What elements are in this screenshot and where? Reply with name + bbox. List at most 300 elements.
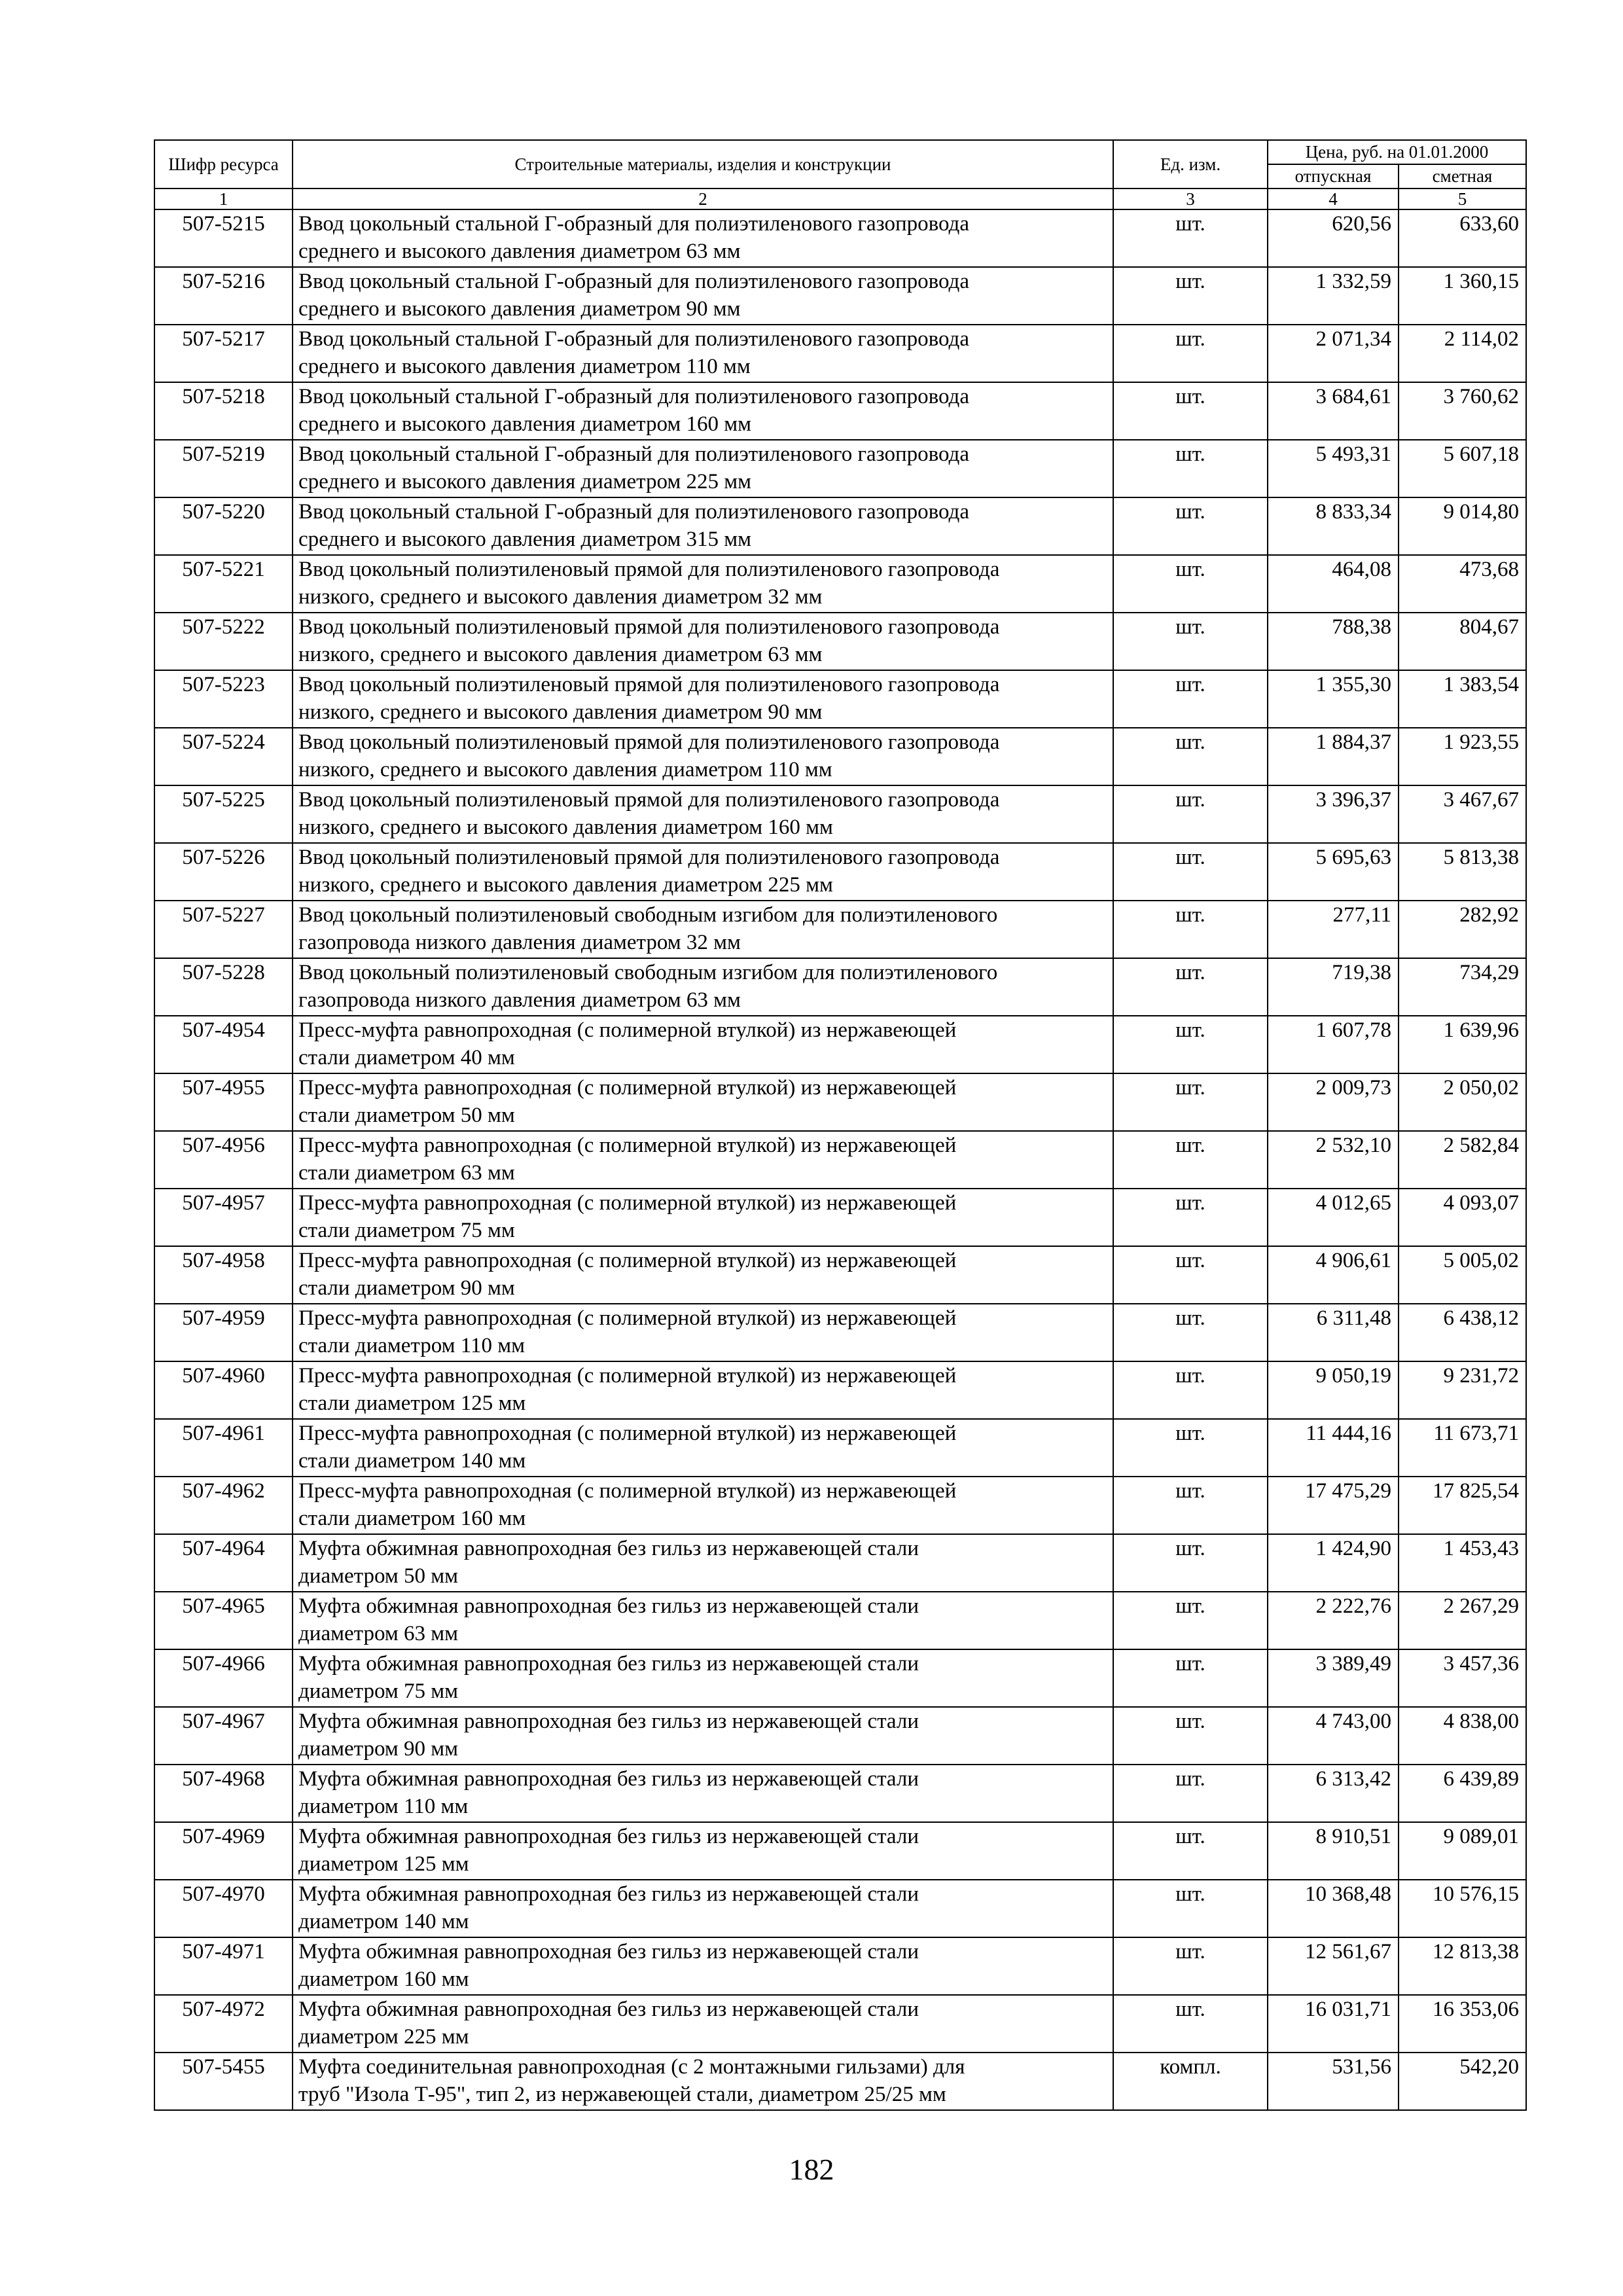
material-name-line: среднего и высокого давления диаметром 160 мм xyxy=(298,412,751,436)
material-name-line: Муфта обжимная равнопроходная без гильз из нержавеющей стали xyxy=(298,1767,919,1791)
estimate-price: 2 582,84 xyxy=(1443,1134,1519,1157)
resource-code-cell xyxy=(154,1649,293,1707)
material-name-line: стали диаметром 90 мм xyxy=(298,1276,515,1300)
unit-value: шт. xyxy=(1175,961,1205,984)
estimate-price-cell xyxy=(1399,209,1526,267)
material-name-cell xyxy=(293,1880,1113,1937)
material-name-line: низкого, среднего и высокого давления диаметром 32 мм xyxy=(298,585,823,609)
material-name-line: Ввод цокольный полиэтиленовый прямой для полиэтиленового газопровода xyxy=(298,673,1000,696)
resource-code: 507-4970 xyxy=(182,1882,265,1906)
material-name-cell xyxy=(293,613,1113,670)
resource-code: 507-4966 xyxy=(182,1652,265,1676)
table-row xyxy=(154,1995,1526,2053)
estimate-price-cell xyxy=(1399,1189,1526,1246)
estimate-price: 2 114,02 xyxy=(1444,327,1519,351)
estimate-price: 473,68 xyxy=(1459,558,1519,581)
material-name-line: диаметром 63 мм xyxy=(298,1622,458,1645)
release-price: 2 009,73 xyxy=(1315,1076,1391,1100)
resource-code-cell xyxy=(154,1592,293,1649)
release-price-cell xyxy=(1268,382,1399,440)
material-name-cell xyxy=(293,901,1113,958)
unit-cell xyxy=(1113,958,1268,1016)
table-row xyxy=(154,1592,1526,1649)
material-name-line: Муфта обжимная равнопроходная без гильз из нержавеющей стали xyxy=(298,1940,919,1964)
table-row xyxy=(154,1361,1526,1419)
release-price-cell xyxy=(1268,901,1399,958)
unit-cell xyxy=(1113,382,1268,440)
resource-code-cell xyxy=(154,1304,293,1361)
unit-value: шт. xyxy=(1175,1249,1205,1272)
resource-code-cell xyxy=(154,1995,293,2053)
material-name-line: Муфта обжимная равнопроходная без гильз из нержавеющей стали xyxy=(298,1594,919,1618)
material-name-line: Пресс-муфта равнопроходная (с полимерной втулкой) из нержавеющей xyxy=(298,1076,957,1100)
resource-code: 507-5216 xyxy=(182,270,265,293)
resource-code-cell xyxy=(154,670,293,728)
material-name-line: низкого, среднего и высокого давления диаметром 225 мм xyxy=(298,873,833,897)
estimate-price-cell xyxy=(1399,325,1526,382)
estimate-price-cell xyxy=(1399,440,1526,497)
unit-cell xyxy=(1113,843,1268,901)
unit-cell xyxy=(1113,1304,1268,1361)
table-row xyxy=(154,1131,1526,1189)
unit-cell xyxy=(1113,1822,1268,1880)
resource-code-cell xyxy=(154,1246,293,1304)
table-row xyxy=(154,209,1526,267)
release-price-cell xyxy=(1268,1995,1399,2053)
material-name-cell xyxy=(293,1649,1113,1707)
unit-value: шт. xyxy=(1175,270,1205,293)
material-name-line: Пресс-муфта равнопроходная (с полимерной втулкой) из нержавеющей xyxy=(298,1364,957,1388)
release-price-cell xyxy=(1268,1304,1399,1361)
material-name-line: Ввод цокольный стальной Г-образный для полиэтиленового газопровода xyxy=(298,442,969,466)
unit-value: шт. xyxy=(1175,1825,1205,1848)
table-row xyxy=(154,613,1526,670)
unit-value: шт. xyxy=(1175,1422,1205,1445)
table-row xyxy=(154,1937,1526,1995)
column-number-row xyxy=(154,188,1526,209)
resource-code-cell xyxy=(154,325,293,382)
unit-value: шт. xyxy=(1175,615,1205,639)
resource-code: 507-5225 xyxy=(182,788,265,812)
unit-cell xyxy=(1113,785,1268,843)
release-price-cell xyxy=(1268,1937,1399,1995)
estimate-price-cell xyxy=(1399,1592,1526,1649)
material-name-line: Пресс-муфта равнопроходная (с полимерной втулкой) из нержавеющей xyxy=(298,1422,957,1445)
estimate-price: 16 353,06 xyxy=(1433,1998,1519,2021)
resource-code: 507-5228 xyxy=(182,961,265,984)
unit-cell xyxy=(1113,267,1268,325)
release-price-cell xyxy=(1268,1765,1399,1822)
resource-code-cell xyxy=(154,613,293,670)
table-row xyxy=(154,1649,1526,1707)
unit-value: шт. xyxy=(1175,1594,1205,1618)
unit-cell xyxy=(1113,497,1268,555)
material-name-line: стали диаметром 40 мм xyxy=(298,1046,515,1069)
table-row xyxy=(154,901,1526,958)
material-name-line: низкого, среднего и высокого давления диаметром 90 мм xyxy=(298,700,823,724)
material-name-cell xyxy=(293,1937,1113,1995)
unit-cell xyxy=(1113,1419,1268,1477)
estimate-price-cell xyxy=(1399,901,1526,958)
release-price-cell xyxy=(1268,497,1399,555)
resource-code-cell xyxy=(154,1880,293,1937)
material-name-line: Пресс-муфта равнопроходная (с полимерной втулкой) из нержавеющей xyxy=(298,1191,957,1215)
release-price: 3 396,37 xyxy=(1315,788,1391,812)
estimate-price-cell xyxy=(1399,1073,1526,1131)
resource-code-cell xyxy=(154,555,293,613)
unit-value: шт. xyxy=(1175,500,1205,524)
material-name-line: Муфта обжимная равнопроходная без гильз из нержавеющей стали xyxy=(298,1882,919,1906)
material-name-cell xyxy=(293,267,1113,325)
material-name-cell xyxy=(293,958,1113,1016)
release-price-cell xyxy=(1268,1534,1399,1592)
material-name-cell xyxy=(293,1592,1113,1649)
estimate-price-cell xyxy=(1399,267,1526,325)
release-price: 6 311,48 xyxy=(1316,1306,1391,1330)
release-price-cell xyxy=(1268,1880,1399,1937)
unit-cell xyxy=(1113,1131,1268,1189)
material-name-line: диаметром 50 мм xyxy=(298,1564,458,1588)
material-name-line: Муфта обжимная равнопроходная без гильз из нержавеющей стали xyxy=(298,1537,919,1560)
material-name-cell xyxy=(293,1707,1113,1765)
estimate-price: 3 467,67 xyxy=(1443,788,1519,812)
resource-code: 507-4969 xyxy=(182,1825,265,1848)
estimate-price-cell xyxy=(1399,1534,1526,1592)
resource-code: 507-4959 xyxy=(182,1306,265,1330)
release-price-cell xyxy=(1268,843,1399,901)
unit-cell xyxy=(1113,1361,1268,1419)
unit-cell xyxy=(1113,1937,1268,1995)
table-row xyxy=(154,267,1526,325)
release-price: 4 906,61 xyxy=(1315,1249,1391,1272)
resource-code-cell xyxy=(154,1016,293,1073)
estimate-price-cell xyxy=(1399,728,1526,785)
resource-code-cell xyxy=(154,843,293,901)
release-price-cell xyxy=(1268,2053,1399,2110)
unit-value: шт. xyxy=(1175,788,1205,812)
estimate-price: 2 050,02 xyxy=(1443,1076,1519,1100)
unit-cell xyxy=(1113,325,1268,382)
material-name-line: среднего и высокого давления диаметром 110 мм xyxy=(298,355,751,378)
estimate-price-cell xyxy=(1399,1822,1526,1880)
table-row xyxy=(154,440,1526,497)
material-name-cell xyxy=(293,1073,1113,1131)
material-name-line: стали диаметром 63 мм xyxy=(298,1161,515,1185)
estimate-price-cell xyxy=(1399,1649,1526,1707)
estimate-price: 9 089,01 xyxy=(1443,1825,1519,1848)
material-name-line: Ввод цокольный стальной Г-образный для полиэтиленового газопровода xyxy=(298,212,969,236)
resource-code-cell xyxy=(154,785,293,843)
unit-value: шт. xyxy=(1175,1767,1205,1791)
material-name-line: Ввод цокольный полиэтиленовый прямой для полиэтиленового газопровода xyxy=(298,846,1000,869)
material-name-cell xyxy=(293,843,1113,901)
table-row xyxy=(154,1477,1526,1534)
estimate-price: 12 813,38 xyxy=(1433,1940,1519,1964)
column-number: 3 xyxy=(1113,188,1268,209)
unit-value: шт. xyxy=(1175,1191,1205,1215)
resource-code-cell xyxy=(154,267,293,325)
release-price-cell xyxy=(1268,1477,1399,1534)
table-row xyxy=(154,1765,1526,1822)
release-price-cell xyxy=(1268,267,1399,325)
estimate-price-cell xyxy=(1399,613,1526,670)
release-price: 3 684,61 xyxy=(1315,385,1391,408)
material-name-line: Пресс-муфта равнопроходная (с полимерной втулкой) из нержавеющей xyxy=(298,1249,957,1272)
release-price-cell xyxy=(1268,1707,1399,1765)
resource-code: 507-5215 xyxy=(182,212,265,236)
material-name-line: Ввод цокольный полиэтиленовый прямой для полиэтиленового газопровода xyxy=(298,615,1000,639)
release-price-cell xyxy=(1268,1016,1399,1073)
unit-cell xyxy=(1113,1189,1268,1246)
table-row xyxy=(154,1419,1526,1477)
material-name-cell xyxy=(293,2053,1113,2110)
release-price: 8 833,34 xyxy=(1315,500,1391,524)
unit-cell xyxy=(1113,2053,1268,2110)
unit-value: шт. xyxy=(1175,1882,1205,1906)
table-row xyxy=(154,1534,1526,1592)
material-name-cell xyxy=(293,1822,1113,1880)
unit-cell xyxy=(1113,1880,1268,1937)
table-row xyxy=(154,1073,1526,1131)
material-name-line: Муфта обжимная равнопроходная без гильз из нержавеющей стали xyxy=(298,1652,919,1676)
release-price: 1 332,59 xyxy=(1315,270,1391,293)
unit-value: шт. xyxy=(1175,730,1205,754)
material-name-line: Пресс-муфта равнопроходная (с полимерной втулкой) из нержавеющей xyxy=(298,1018,957,1042)
resource-code: 507-4960 xyxy=(182,1364,265,1388)
unit-value: шт. xyxy=(1175,1076,1205,1100)
resource-code-cell xyxy=(154,728,293,785)
release-price: 5 493,31 xyxy=(1315,442,1391,466)
header-code: Шифр ресурса xyxy=(154,140,293,188)
material-name-line: стали диаметром 75 мм xyxy=(298,1219,515,1242)
material-name-cell xyxy=(293,1995,1113,2053)
material-name-line: Пресс-муфта равнопроходная (с полимерной втулкой) из нержавеющей xyxy=(298,1134,957,1157)
estimate-price: 3 760,62 xyxy=(1443,385,1519,408)
material-name-cell xyxy=(293,785,1113,843)
column-number: 4 xyxy=(1268,188,1399,209)
resource-code: 507-5224 xyxy=(182,730,265,754)
estimate-price: 9 231,72 xyxy=(1443,1364,1519,1388)
release-price: 6 313,42 xyxy=(1315,1767,1391,1791)
release-price: 2 222,76 xyxy=(1315,1594,1391,1618)
table-row xyxy=(154,1707,1526,1765)
material-name-cell xyxy=(293,1304,1113,1361)
resource-code-cell xyxy=(154,382,293,440)
table-row xyxy=(154,785,1526,843)
estimate-price: 1 453,43 xyxy=(1443,1537,1519,1560)
estimate-price: 282,92 xyxy=(1459,903,1519,927)
resource-code-cell xyxy=(154,1534,293,1592)
resource-code-cell xyxy=(154,440,293,497)
material-name-cell xyxy=(293,1189,1113,1246)
resource-code: 507-4957 xyxy=(182,1191,265,1215)
unit-cell xyxy=(1113,1534,1268,1592)
resource-code-cell xyxy=(154,1361,293,1419)
unit-value: шт. xyxy=(1175,558,1205,581)
price-table xyxy=(154,139,1527,2111)
material-name-line: низкого, среднего и высокого давления диаметром 63 мм xyxy=(298,643,823,666)
estimate-price-cell xyxy=(1399,1707,1526,1765)
release-price-cell xyxy=(1268,1419,1399,1477)
table-row xyxy=(154,843,1526,901)
estimate-price: 542,20 xyxy=(1459,2055,1519,2079)
resource-code: 507-5220 xyxy=(182,500,265,524)
release-price: 4 743,00 xyxy=(1315,1710,1391,1733)
estimate-price-cell xyxy=(1399,670,1526,728)
resource-code-cell xyxy=(154,1707,293,1765)
material-name-line: среднего и высокого давления диаметром 315 мм xyxy=(298,528,751,551)
unit-value: компл. xyxy=(1160,2055,1221,2079)
table-row xyxy=(154,1246,1526,1304)
resource-code: 507-4958 xyxy=(182,1249,265,1272)
unit-value: шт. xyxy=(1175,1134,1205,1157)
material-name-line: труб "Изола Т-95", тип 2, из нержавеющей стали, диаметром 25/25 мм xyxy=(298,2083,946,2106)
material-name-line: Муфта соединительная равнопроходная (с 2 монтажными гильзами) для xyxy=(298,2055,965,2079)
resource-code-cell xyxy=(154,1765,293,1822)
release-price: 2 071,34 xyxy=(1315,327,1391,351)
unit-cell xyxy=(1113,1246,1268,1304)
estimate-price: 3 457,36 xyxy=(1443,1652,1519,1676)
unit-cell xyxy=(1113,728,1268,785)
table-row xyxy=(154,555,1526,613)
release-price-cell xyxy=(1268,1189,1399,1246)
release-price: 16 031,71 xyxy=(1305,1998,1391,2021)
estimate-price: 6 438,12 xyxy=(1443,1306,1519,1330)
release-price-cell xyxy=(1268,1361,1399,1419)
resource-code: 507-4962 xyxy=(182,1479,265,1503)
material-name-cell xyxy=(293,1016,1113,1073)
unit-value: шт. xyxy=(1175,1537,1205,1560)
resource-code-cell xyxy=(154,209,293,267)
release-price-cell xyxy=(1268,1131,1399,1189)
material-name-line: Ввод цокольный полиэтиленовый прямой для полиэтиленового газопровода xyxy=(298,788,1000,812)
material-name-line: Ввод цокольный стальной Г-образный для полиэтиленового газопровода xyxy=(298,500,969,524)
resource-code: 507-5217 xyxy=(182,327,265,351)
release-price-cell xyxy=(1268,1592,1399,1649)
material-name-line: Пресс-муфта равнопроходная (с полимерной втулкой) из нержавеющей xyxy=(298,1306,957,1330)
resource-code-cell xyxy=(154,2053,293,2110)
estimate-price: 633,60 xyxy=(1459,212,1519,236)
release-price: 1 424,90 xyxy=(1315,1537,1391,1560)
estimate-price: 5 005,02 xyxy=(1443,1249,1519,1272)
release-price: 11 444,16 xyxy=(1306,1422,1391,1445)
estimate-price: 10 576,15 xyxy=(1433,1882,1519,1906)
material-name-cell xyxy=(293,1477,1113,1534)
table-row xyxy=(154,958,1526,1016)
material-name-line: среднего и высокого давления диаметром 90 мм xyxy=(298,297,741,321)
release-price-cell xyxy=(1268,325,1399,382)
unit-value: шт. xyxy=(1175,1306,1205,1330)
resource-code: 507-4972 xyxy=(182,1998,265,2021)
material-name-line: Ввод цокольный стальной Г-образный для полиэтиленового газопровода xyxy=(298,270,969,293)
resource-code-cell xyxy=(154,1073,293,1131)
estimate-price-cell xyxy=(1399,1765,1526,1822)
unit-value: шт. xyxy=(1175,442,1205,466)
estimate-price: 17 825,54 xyxy=(1433,1479,1519,1503)
material-name-line: диаметром 90 мм xyxy=(298,1737,458,1761)
release-price: 531,56 xyxy=(1332,2055,1391,2079)
material-name-line: Муфта обжимная равнопроходная без гильз из нержавеющей стали xyxy=(298,1710,919,1733)
table-row xyxy=(154,1880,1526,1937)
estimate-price-cell xyxy=(1399,1995,1526,2053)
column-number: 1 xyxy=(154,188,293,209)
release-price: 17 475,29 xyxy=(1305,1479,1391,1503)
material-name-line: Ввод цокольный стальной Г-образный для полиэтиленового газопровода xyxy=(298,385,969,408)
resource-code: 507-5221 xyxy=(182,558,265,581)
unit-value: шт. xyxy=(1175,846,1205,869)
resource-code: 507-5218 xyxy=(182,385,265,408)
estimate-price-cell xyxy=(1399,1880,1526,1937)
estimate-price: 2 267,29 xyxy=(1443,1594,1519,1618)
resource-code-cell xyxy=(154,1189,293,1246)
release-price-cell xyxy=(1268,1073,1399,1131)
release-price: 277,11 xyxy=(1332,903,1391,927)
column-number: 2 xyxy=(293,188,1113,209)
resource-code-cell xyxy=(154,1822,293,1880)
material-name-line: Ввод цокольный стальной Г-образный для полиэтиленового газопровода xyxy=(298,327,969,351)
resource-code: 507-5219 xyxy=(182,442,265,466)
material-name-line: Ввод цокольный полиэтиленовый прямой для полиэтиленового газопровода xyxy=(298,730,1000,754)
table-row xyxy=(154,1822,1526,1880)
unit-cell xyxy=(1113,1707,1268,1765)
material-name-line: газопровода низкого давления диаметром 63 мм xyxy=(298,988,741,1012)
estimate-price: 734,29 xyxy=(1459,961,1519,984)
estimate-price: 1 923,55 xyxy=(1443,730,1519,754)
resource-code: 507-5223 xyxy=(182,673,265,696)
unit-value: шт. xyxy=(1175,327,1205,351)
release-price-cell xyxy=(1268,670,1399,728)
material-name-cell xyxy=(293,1534,1113,1592)
resource-code-cell xyxy=(154,1419,293,1477)
release-price-cell xyxy=(1268,1246,1399,1304)
estimate-price-cell xyxy=(1399,1304,1526,1361)
release-price: 5 695,63 xyxy=(1315,846,1391,869)
release-price-cell xyxy=(1268,728,1399,785)
material-name-line: стали диаметром 140 мм xyxy=(298,1449,526,1473)
estimate-price-cell xyxy=(1399,785,1526,843)
material-name-line: Пресс-муфта равнопроходная (с полимерной втулкой) из нержавеющей xyxy=(298,1479,957,1503)
material-name-cell xyxy=(293,440,1113,497)
resource-code-cell xyxy=(154,497,293,555)
material-name-line: диаметром 225 мм xyxy=(298,2025,469,2049)
material-name-cell xyxy=(293,1419,1113,1477)
table-row xyxy=(154,1304,1526,1361)
release-price-cell xyxy=(1268,1649,1399,1707)
material-name-cell xyxy=(293,382,1113,440)
material-name-cell xyxy=(293,325,1113,382)
release-price-cell xyxy=(1268,209,1399,267)
estimate-price: 9 014,80 xyxy=(1443,500,1519,524)
estimate-price-cell xyxy=(1399,497,1526,555)
material-name-line: среднего и высокого давления диаметром 63 мм xyxy=(298,240,741,263)
resource-code: 507-4954 xyxy=(182,1018,265,1042)
material-name-cell xyxy=(293,1765,1113,1822)
resource-code-cell xyxy=(154,958,293,1016)
estimate-price-cell xyxy=(1399,1361,1526,1419)
estimate-price: 5 607,18 xyxy=(1443,442,1519,466)
table-body xyxy=(154,209,1526,2110)
estimate-price-cell xyxy=(1399,1937,1526,1995)
release-price: 788,38 xyxy=(1332,615,1391,639)
header-unit: Ед. изм. xyxy=(1113,140,1268,188)
estimate-price: 6 439,89 xyxy=(1443,1767,1519,1791)
table-row xyxy=(154,1189,1526,1246)
unit-value: шт. xyxy=(1175,1018,1205,1042)
release-price-cell xyxy=(1268,785,1399,843)
material-name-line: стали диаметром 110 мм xyxy=(298,1334,526,1357)
unit-value: шт. xyxy=(1175,1364,1205,1388)
resource-code: 507-4956 xyxy=(182,1134,265,1157)
